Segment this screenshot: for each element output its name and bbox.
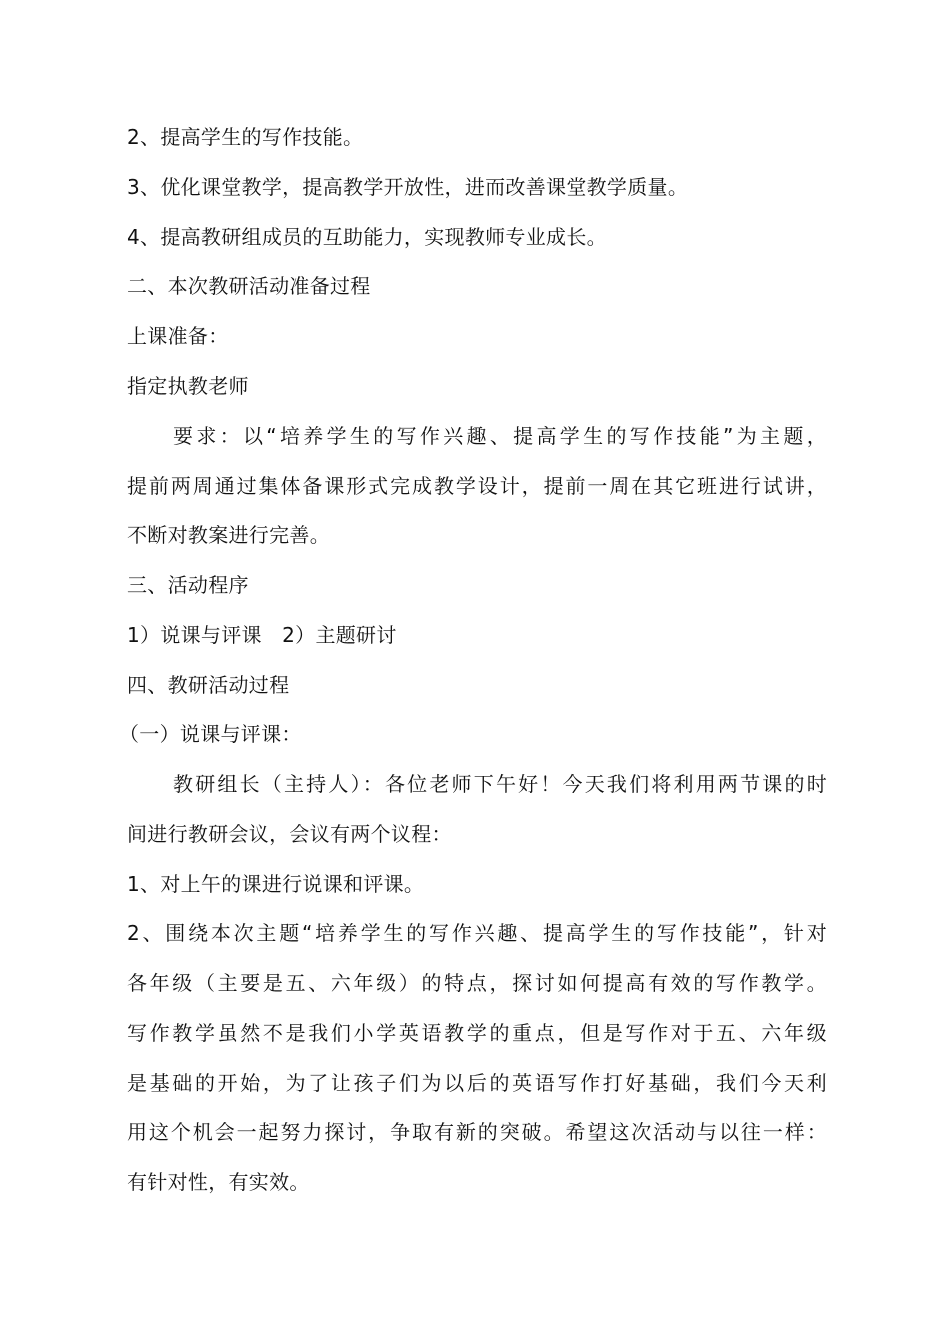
paragraph-line: 不断对教案进行完善。 [127,523,330,547]
text-line: 上课准备： [127,324,229,348]
paragraph-line: 各年级（主要是五、六年级）的特点，探讨如何提高有效的写作教学。 [127,971,827,995]
section-heading: 四、教研活动过程 [127,673,290,697]
paragraph-line: 写作教学虽然不是我们小学英语教学的重点，但是写作对于五、六年级 [127,1021,827,1045]
section-heading: 三、活动程序 [127,573,249,597]
text-line: 2、提高学生的写作技能。 [127,125,364,149]
paragraph-line: 教研组长（主持人）：各位老师下午好！今天我们将利用两节课的时 [173,772,827,796]
subsection-heading: （一）说课与评课： [119,722,302,746]
paragraph-line: 用这个机会一起努力探讨，争取有新的突破。希望这次活动与以往一样： [127,1120,827,1144]
paragraph-line: 间进行教研会议，会议有两个议程： [127,822,452,846]
paragraph-line: 是基础的开始，为了让孩子们为以后的英语写作打好基础，我们今天利 [127,1071,827,1095]
paragraph-line: 2、围绕本次主题“培养学生的写作兴趣、提高学生的写作技能”，针对 [127,921,827,945]
paragraph-line: 有针对性，有实效。 [127,1170,310,1194]
paragraph-line: 要求：以“培养学生的写作兴趣、提高学生的写作技能”为主题， [173,424,827,448]
text-line: 1）说课与评课 2）主题研讨 [127,623,397,647]
paragraph-line: 提前两周通过集体备课形式完成教学设计，提前一周在其它班进行试讲， [127,474,827,498]
text-line: 指定执教老师 [127,374,249,398]
section-heading: 二、本次教研活动准备过程 [127,274,371,298]
text-line: 1、对上午的课进行说课和评课。 [127,872,425,896]
text-line: 3、优化课堂教学，提高教学开放性，进而改善课堂教学质量。 [127,175,689,199]
text-line: 4、提高教研组成员的互助能力，实现教师专业成长。 [127,225,607,249]
